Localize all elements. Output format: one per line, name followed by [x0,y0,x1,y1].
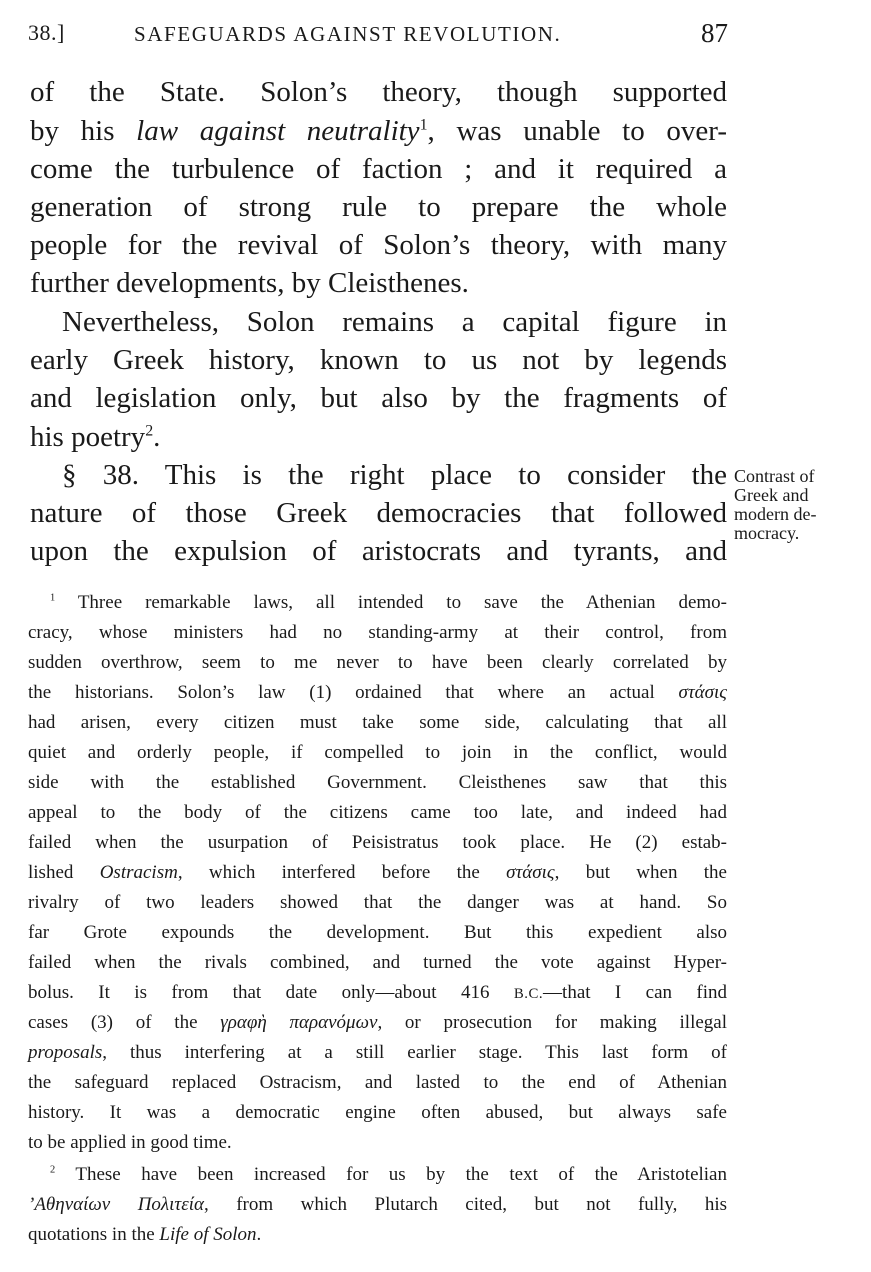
footnote-line: failed when the usurpation of Peisistratus took place. He (2) estab- [28,832,727,853]
body-line: come the turbulence of faction ; and it required a [30,153,727,185]
law-against-neutrality: law against neutrality [136,115,420,147]
body-line: early Greek history, known to us not by legends [30,344,727,376]
footnote-line: quotations in the Life of Solon. [28,1224,262,1245]
footnote-line: bolus. It is from that date only—about 416 B.C.—that I can find [28,982,728,1003]
footnote-line: failed when the rivals combined, and turned the vote against Hyper- [28,952,727,973]
footnote-line: appeal to the body of the citizens came too late, and indeed had [28,802,727,823]
footnote-line: had arisen, every citizen must take some side, calculating that all [28,712,727,733]
body-line: Nevertheless, Solon remains a capital figure in [62,306,727,338]
margin-note: Contrast of Greek and modern de- mocracy. [734,466,817,543]
footnote-line: the historians. Solon’s law (1) ordained that where an actual στάσις [28,682,727,703]
footnote-line: quiet and orderly people, if compelled to join in the conflict, would [28,742,727,763]
body-line: of the State. Solon’s theory, though supported [30,76,727,108]
footnote-ref-1: 1 [419,116,428,134]
footnote-marker: 1 [50,592,56,604]
running-header [28,18,728,50]
running-title: SAFEGUARDS AGAINST REVOLUTION. [134,22,562,46]
footnote-line: cracy, whose ministers had no standing-army at their control, from [28,622,727,643]
footnote-line: sudden overthrow, seem to me never to have been clearly correlated by [28,652,727,673]
footnote-marker: 2 [50,1164,56,1176]
footnote-line: the safeguard replaced Ostracism, and lasted to the end of Athenian [28,1072,727,1093]
footnote-ref-2: 2 [145,422,154,440]
body-line: his poetry$^2$. [30,421,161,453]
body-line: § 38. This is the right place to consider the [62,459,727,491]
body-line: upon the expulsion of aristocrats and tyrants, and [30,535,727,567]
footnote-2: $^2$ These have been increased for us by the text of the Aristotelian [50,1164,727,1185]
body-line: and legislation only, but also by the fragments of [30,382,727,414]
footnote-line: side with the established Government. Cleisthenes saw that this [28,772,727,793]
footnote-line: to be applied in good time. [28,1132,232,1153]
body-line: nature of those Greek democracies that followed [30,497,727,529]
footnote-line: lished Ostracism, which interfered before the στάσις, but when the [28,862,727,883]
footnote-line: history. It was a democratic engine often abused, but always safe [28,1102,727,1123]
footnote-line: proposals, thus interfering at a still earlier stage. This last form of [28,1042,727,1063]
footnote-line: cases (3) of the γραφὴ παρανόμων, or prosecution for making illegal [28,1012,728,1033]
body-line: further developments, by Cleisthenes. [30,267,469,299]
page-number: 87 [701,18,728,48]
body-line: by his law against neutrality$^1$, was unable to over- [30,115,727,147]
body-line: people for the revival of Solon’s theory, with many [30,229,727,261]
footnote-1: $^1$ Three remarkable laws, all intended to save the Athenian demo- [50,592,727,613]
section-number: 38.] [28,20,65,45]
body-line: generation of strong rule to prepare the whole [30,191,727,223]
footnote-line: ’Αθηναίων Πολιτεία, from which Plutarch cited, but not fully, his [28,1194,727,1215]
footnote-line: far Grote expounds the development. But this expedient also [28,922,727,943]
footnote-line: rivalry of two leaders showed that the danger was at hand. So [28,892,727,913]
